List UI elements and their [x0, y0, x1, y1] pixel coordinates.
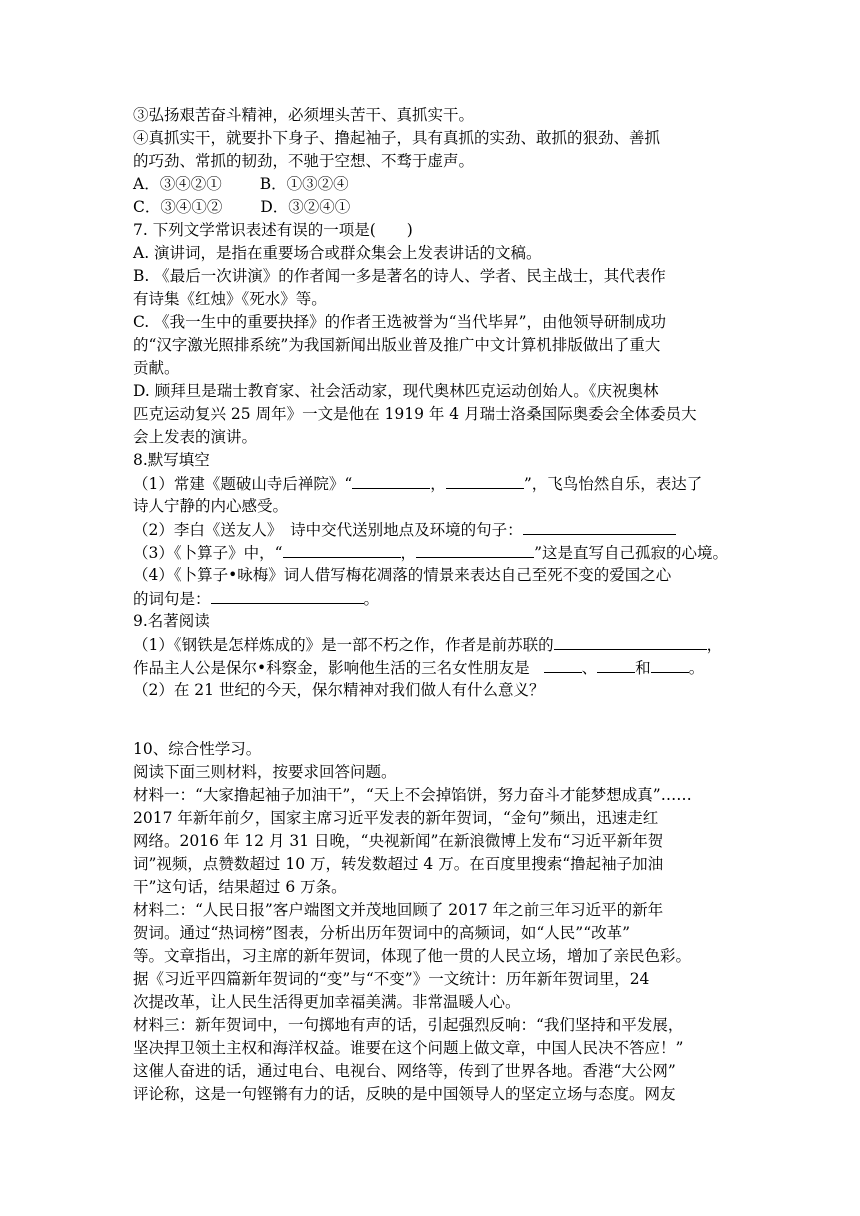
q6-options-row1 [133, 173, 349, 195]
q8-sub3-blank-2[interactable] [416, 541, 534, 558]
q7-option-d-line3: 会上发表的演讲。 [133, 428, 258, 446]
q10-material2-line5: 次提改革，让人民生活得更加幸福美满。非常温暖人心。 [133, 993, 521, 1011]
q10-material3-line2: 坚决捍卫领土主权和海洋权益。谁要在这个问题上做文章，中国人民决不答应！” [133, 1039, 684, 1057]
q8-sub3-comma: ， [400, 544, 417, 562]
q7-option-c-line3: 贡献。 [133, 359, 180, 377]
q8-sub1-comma: ， [430, 475, 446, 493]
q8-sub1-prefix: （1）常建《题破山寺后禅院》“ [133, 475, 353, 493]
q10-material3-line1: 材料三：新年贺词中，一句掷地有声的话，引起强烈反响：“我们坚持和平发展， [133, 1016, 684, 1034]
q6-item-4-line2: 的巧劲、常抓的韧劲，不驰于空想、不骛于虚声。 [133, 152, 475, 170]
q7-stem: 7. 下列文学常识表述有误的一项是( ) [133, 221, 413, 239]
q7-option-b-line1: B. 《最后一次讲演》的作者闻一多是著名的诗人、学者、民主战士，其代表作 [133, 267, 666, 285]
q9-friend-blank-1[interactable] [544, 656, 582, 673]
q10-material1-line5: 干”这句话，结果超过 6 万条。 [133, 878, 347, 896]
q10-material1-line4: 词”视频，点赞数超过 10 万，转发数超过 4 万。在百度里搜索“撸起袖子加油 [133, 855, 664, 873]
q9-sub1-line2-prefix: 作品主人公是保尔•科察金，影响他生活的三名女性朋友是 [133, 659, 530, 677]
q6-option-b: B．①③②④ [259, 175, 349, 193]
q6-option-c: C．③④①② [133, 198, 223, 216]
q8-sub2-prefix: （2）李白《送友人》 诗中交代送别地点及环境的句子： [133, 521, 523, 539]
q9-author-blank[interactable] [554, 633, 707, 650]
q10-material2-line3: 等。文章指出，习主席的新年贺词，体现了他一贯的人民立场，增加了亲民色彩。 [133, 947, 692, 965]
q9-sub1-comma: ， [706, 636, 723, 654]
q10-material2-line2: 贺词。通过“热词榜”图表，分析出历年贺词中的高频词，如“人民”“改革” [133, 924, 631, 942]
q9-sub1-line1 [133, 633, 722, 656]
q7-option-c-line2: 的“汉字激光照排系统”为我国新闻出版业普及推广中文计算机排版做出了重大 [133, 336, 661, 354]
q6-options-row2 [133, 196, 350, 218]
q9-sub1-period: 。 [688, 659, 705, 677]
q8-sub4-line1: （4）《卜算子•咏梅》词人借写梅花凋落的情景来表达自己至死不变的爱国之心 [133, 566, 672, 584]
q6-option-d: D．③②④① [260, 198, 351, 216]
q10-intro: 阅读下面三则材料，按要求回答问题。 [133, 763, 397, 781]
q8-title: 8.默写填空 [133, 451, 210, 469]
q9-title: 9.名著阅读 [133, 612, 210, 630]
q8-sub1-line2: 诗人宁静的内心感受。 [133, 497, 289, 515]
q9-friend-blank-2[interactable] [597, 656, 635, 673]
q6-item-4-line1: ④真抓实干，就要扑下身子、撸起袖子，具有真抓的实劲、敢抓的狠劲、善抓 [133, 129, 661, 147]
q8-sub3-blank-1[interactable] [283, 541, 401, 558]
q6-item-3: ③弘扬艰苦奋斗精神，必须埋头苦干、真抓实干。 [133, 106, 475, 124]
q9-sub1-prefix: （1）《钢铁是怎样炼成的》是一部不朽之作，作者是前苏联的 [133, 636, 554, 654]
q10-material2-line4: 据《习近平四篇新年贺词的“变”与“不变”》一文统计：历年新年贺词里，24 [133, 970, 650, 988]
q6-option-a: A．③④②① [133, 175, 222, 193]
q8-sub1-blank-1[interactable] [352, 472, 430, 489]
q7-option-b-line2: 有诗集《红烛》《死水》等。 [133, 290, 327, 308]
q7-option-a: A. 演讲词，是指在重要场合或群众集会上发表讲话的文稿。 [133, 244, 542, 262]
q10-material1-line3: 网络。2016 年 12 月 31 日晚，“央视新闻”在新浪微博上发布“习近平新年贺 [133, 832, 664, 850]
q8-sub1-line1 [133, 472, 702, 495]
q7-option-d-line1: D. 顾拜旦是瑞士教育家、社会活动家，现代奥林匹克运动创始人。《庆祝奥林 [133, 382, 659, 400]
q9-friend-blank-3[interactable] [651, 656, 689, 673]
q8-sub3 [133, 541, 728, 564]
q9-sep-1: 、 [581, 659, 598, 677]
q9-sep-2: 和 [635, 659, 651, 677]
q8-sub1-blank-2[interactable] [446, 472, 524, 489]
q9-sub2: （2）在 21 世纪的今天，保尔精神对我们做人有什么意义？ [133, 681, 545, 699]
q10-material2-line1: 材料二：“人民日报”客户端图文并茂地回顾了 2017 年之前三年习近平的新年 [133, 901, 664, 919]
q10-material1-line2: 2017 年新年前夕，国家主席习近平发表的新年贺词，“金句”频出，迅速走红 [133, 809, 659, 827]
q8-sub2-blank[interactable] [523, 518, 676, 535]
q8-sub4-period: 。 [363, 590, 380, 608]
q7-option-d-line2: 匹克运动复兴 25 周年》一文是他在 1919 年 4 月瑞士洛桑国际奥委会全体委员大 [133, 405, 697, 423]
q10-material1-line1: 材料一：“大家撸起袖子加油干”，“天上不会掉馅饼，努力奋斗才能梦想成真”…… [133, 786, 692, 804]
q8-sub4-prefix: 的词句是： [133, 590, 211, 608]
q8-sub4-blank[interactable] [211, 587, 364, 604]
q8-sub3-prefix: （3）《卜算子》中，“ [133, 544, 283, 562]
q10-title: 10、综合性学习。 [133, 740, 262, 758]
q8-sub4-line2 [133, 587, 379, 610]
q8-sub1-suffix: ”，飞鸟怡然自乐，表达了 [523, 475, 703, 493]
q10-material3-line4: 评论称，这是一句铿锵有力的话，反映的是中国领导人的坚定立场与态度。网友 [133, 1085, 676, 1103]
q8-sub3-suffix: ”这是直写自己孤寂的心境。 [534, 544, 728, 562]
q9-sub1-line2 [133, 656, 704, 679]
q7-option-c-line1: C. 《我一生中的重要抉择》的作者王选被誉为“当代毕昇”，由他领导研制成功 [133, 313, 667, 331]
q10-material3-line3: 这催人奋进的话，通过电台、电视台、网络等，传到了世界各地。香港“大公网” [133, 1062, 676, 1080]
q8-sub2 [133, 518, 676, 541]
